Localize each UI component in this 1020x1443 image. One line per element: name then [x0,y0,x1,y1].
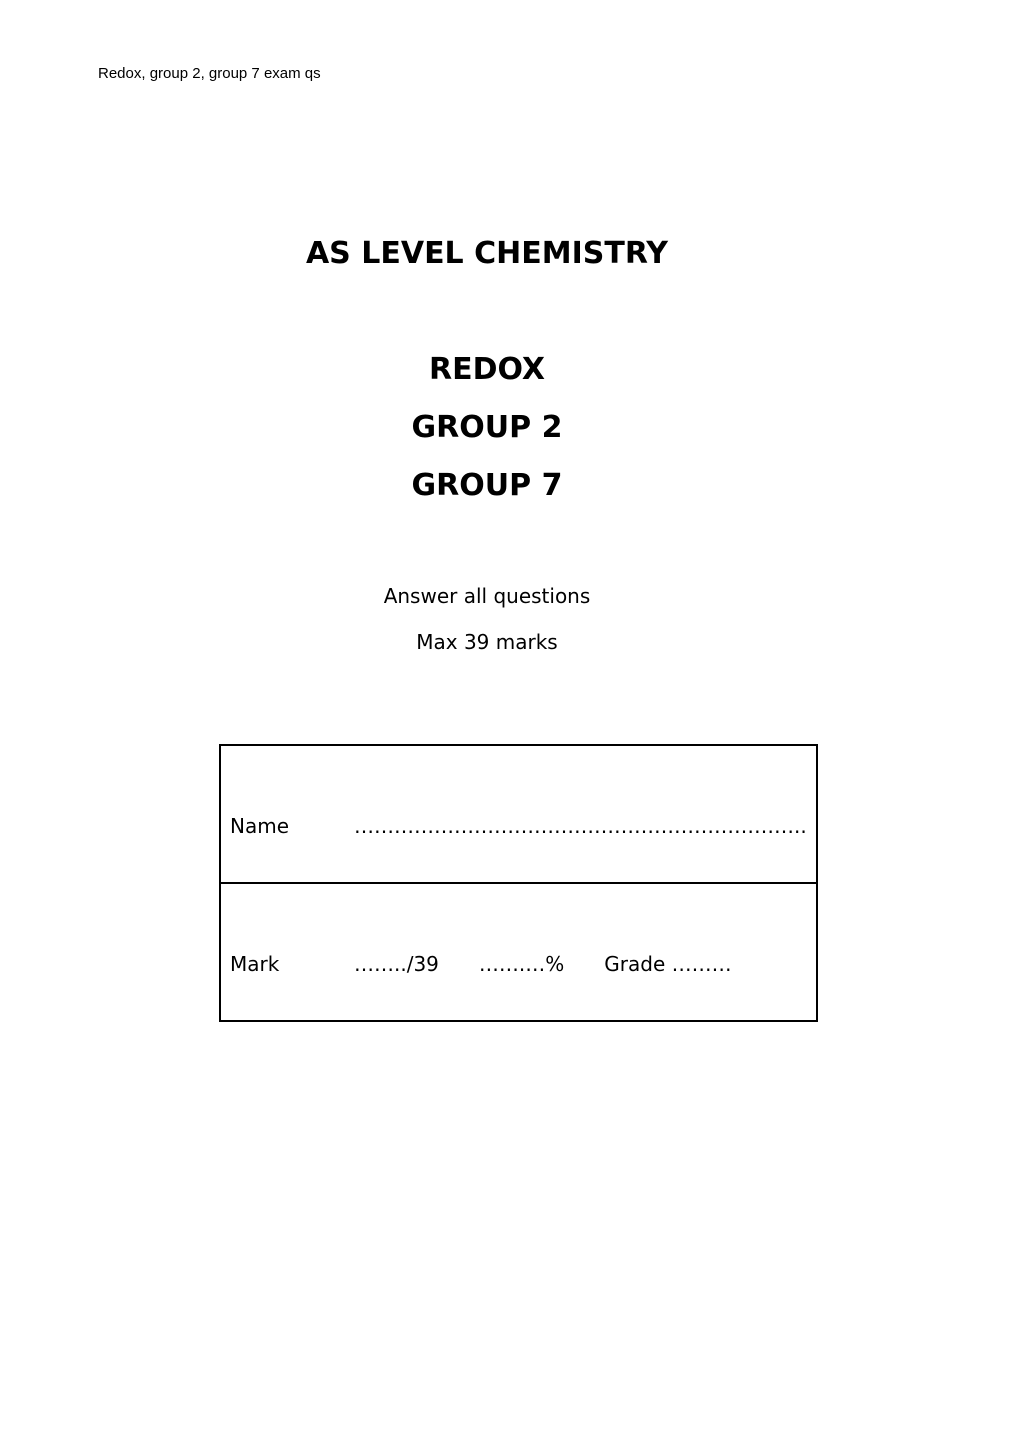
subject-title: AS LEVEL CHEMISTRY [305,236,669,271]
instruction-answer-all: Answer all questions [383,584,591,608]
name-row [221,746,816,884]
instruction-max-marks: Max 39 marks [416,630,558,654]
grade-label: Grade [604,952,666,976]
topic-title-group-2: GROUP 2 [411,410,563,445]
student-info-box [219,744,818,1022]
grade-blank: ……… [671,952,732,976]
name-blank: ………………………………………………………….. [354,814,807,838]
name-label: Name [230,814,290,838]
mark-blank: ……../39 [354,952,439,976]
mark-label: Mark [230,952,280,976]
topic-title-group-7: GROUP 7 [411,468,563,503]
topic-title-redox: REDOX [428,352,546,387]
mark-row [221,884,816,1020]
running-header: Redox, group 2, group 7 exam qs [98,65,321,82]
percent-blank: …….…% [478,952,565,976]
